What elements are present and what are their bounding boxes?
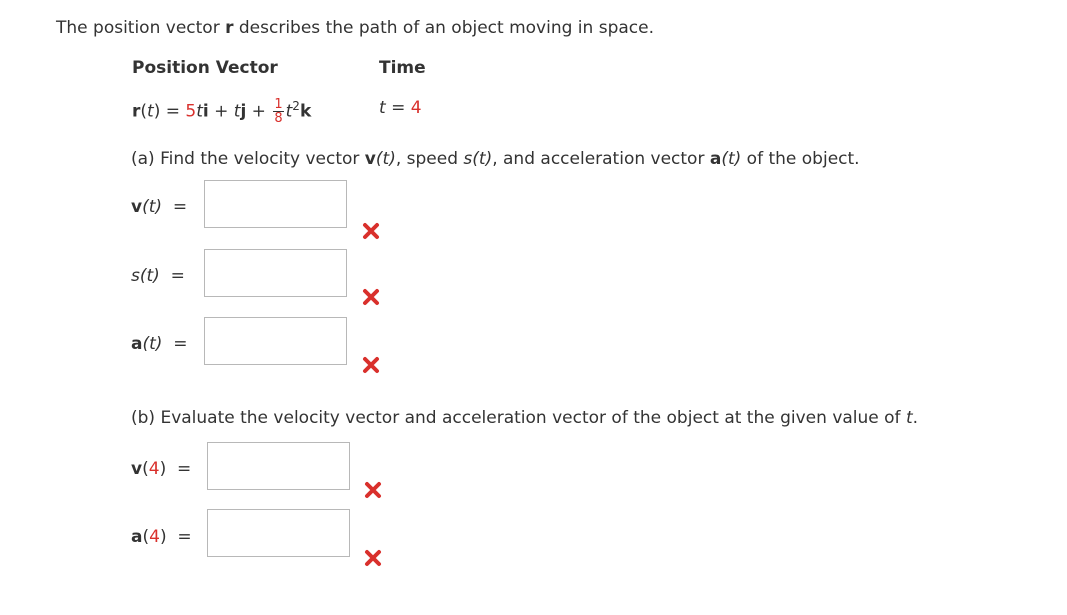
acceleration-at-4-label: a(4) = bbox=[131, 527, 192, 547]
velocity-input[interactable] bbox=[204, 180, 347, 228]
part-a-prompt: (a) Find the velocity vector v(t), speed s(t), and acceleration vector a(t) of the object. bbox=[131, 149, 860, 169]
acceleration-at-4-input[interactable] bbox=[207, 509, 350, 557]
intro-text: The position vector r describes the path of an object moving in space. bbox=[56, 18, 654, 38]
speed-label: s(t) = bbox=[131, 266, 185, 286]
incorrect-x-icon bbox=[362, 288, 380, 306]
incorrect-x-icon bbox=[362, 222, 380, 240]
time-header: Time bbox=[379, 58, 426, 78]
fraction: $\frac{1}{8}$ bbox=[274, 97, 283, 127]
velocity-at-4-label: v(4) = bbox=[131, 459, 192, 479]
acceleration-label: a(t) = bbox=[131, 334, 188, 354]
incorrect-x-icon bbox=[364, 549, 382, 567]
velocity-label: v(t) = bbox=[131, 197, 188, 217]
part-b-prompt: (b) Evaluate the velocity vector and acceleration vector of the object at the given value of t. bbox=[131, 408, 919, 428]
acceleration-input[interactable] bbox=[204, 317, 347, 365]
velocity-at-4-input[interactable] bbox=[207, 442, 350, 490]
speed-input[interactable] bbox=[204, 249, 347, 297]
incorrect-x-icon bbox=[362, 356, 380, 374]
position-vector-formula: r(t) = 5ti + tj + $\frac{1}{8}$ $t^2k$ bbox=[132, 97, 312, 127]
time-value: t = 4 bbox=[379, 98, 422, 118]
incorrect-x-icon bbox=[364, 481, 382, 499]
position-vector-header: Position Vector bbox=[132, 58, 278, 78]
